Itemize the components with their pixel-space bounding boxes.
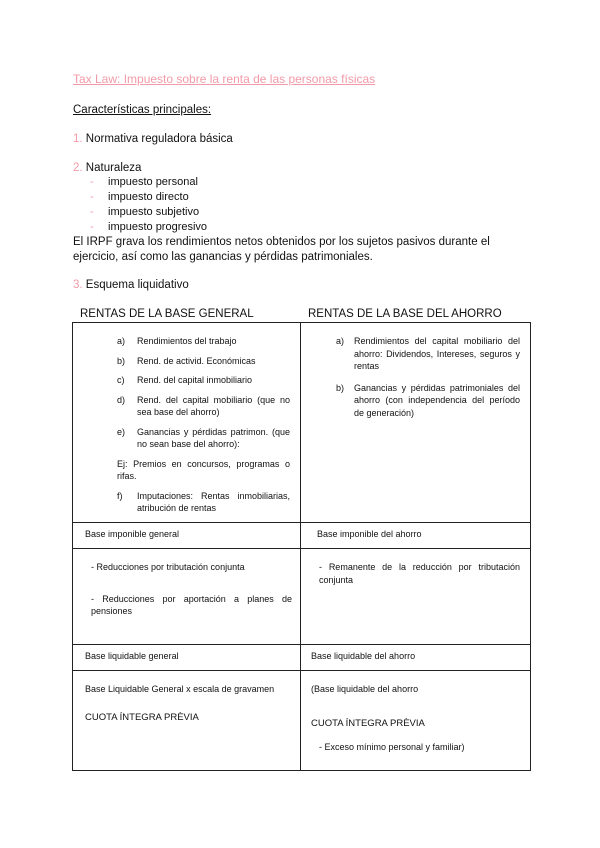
bullet-dash: - [90, 191, 94, 203]
list-item: e) Ganancias y pérdidas patrimon. (que no sean base del ahorro): [117, 426, 290, 449]
section-number: 3. [73, 279, 83, 291]
cuota-label: CUOTA ÍNTEGRA PRÈVIA [85, 711, 199, 723]
savings-income-cell [301, 323, 531, 523]
subheading: Características principales: [73, 104, 212, 116]
base-liquidable-general: Base liquidable general [73, 645, 301, 671]
cuota-label: CUOTA ÍNTEGRA PRÈVIA [311, 717, 425, 729]
general-income-cell [73, 323, 301, 523]
section-number: 2. [73, 162, 83, 174]
final-general-cell [73, 671, 301, 771]
base-liquidable-ahorro: Base liquidable del ahorro [301, 645, 531, 671]
base-imponible-general: Base imponible general [73, 523, 301, 549]
list-item: b) Ganancias y pérdidas patrimoniales del ahorro (con independencia del período de generación) [336, 382, 520, 418]
table-row [73, 323, 531, 523]
section-label: Naturaleza [85, 162, 142, 174]
list-item: - impuesto subjetivo [90, 206, 200, 218]
section-number: 1. [73, 133, 83, 145]
final-savings-cell [301, 671, 531, 771]
column-heading-general: RENTAS DE LA BASE GENERAL [80, 308, 254, 320]
general-income-list [117, 335, 290, 451]
reductions-general-cell [73, 549, 301, 645]
section-1 [73, 133, 233, 145]
nature-list [73, 175, 373, 235]
reduction-item: - Reducciones por tributación conjunta [91, 562, 245, 572]
bullet-dash: - [90, 176, 94, 188]
list-item: - impuesto progresivo [90, 221, 208, 233]
savings-income-list [336, 335, 520, 419]
list-item: a) Rendimientos del capital mobiliario del ahorro: Dividendos, Intereses, seguros y rentas [336, 336, 520, 371]
list-item: d) Rend. del capital mobiliario (que no sea base del ahorro) [117, 394, 290, 417]
section-2 [73, 162, 141, 174]
section-3 [73, 279, 189, 291]
table-row [73, 645, 531, 671]
example-note: Ej: Premios en concursos, programas o rifas. [117, 458, 290, 481]
column-heading-savings: RENTAS DE LA BASE DEL AHORRO [308, 308, 502, 320]
adjustment-item: - Exceso mínimo personal y familiar) [319, 742, 465, 752]
table-row [73, 671, 531, 771]
reduction-item: - Reducciones por aportación a planes de pensiones [91, 593, 292, 616]
list-item: - impuesto personal [90, 176, 198, 188]
liquidation-scheme-table [72, 322, 531, 771]
document-title: Tax Law: Impuesto sobre la renta de las personas físicas [73, 72, 376, 86]
formula-text: Base Liquidable General x escala de gravamen [85, 684, 275, 694]
reductions-savings-cell [301, 549, 531, 645]
formula-text: (Base liquidable del ahorro [311, 684, 419, 694]
section-label: Esquema liquidativo [85, 279, 189, 291]
list-item: f) Imputaciones: Rentas inmobiliarias, atribución de rentas [117, 490, 290, 513]
list-item: c) Rend. del capital inmobiliario [117, 375, 253, 385]
table-row [73, 549, 531, 645]
list-item: b) Rend. de activid. Económicas [117, 355, 256, 366]
description-paragraph: El IRPF grava los rendimientos netos obtenidos por los sujetos pasivos durante el ejercicio, así como las ganancias y pérdidas patrimoniales. [73, 236, 490, 263]
list-item: a) Rendimientos del trabajo [117, 336, 237, 346]
bullet-dash: - [90, 221, 94, 233]
bullet-dash: - [90, 206, 94, 218]
section-label: Normativa reguladora básica [85, 133, 233, 145]
table-row [73, 523, 531, 549]
list-item: - impuesto directo [90, 191, 189, 203]
reduction-item: - Remanente de la reducción por tributación conjunta [319, 562, 520, 585]
base-imponible-ahorro: Base imponible del ahorro [301, 523, 531, 549]
